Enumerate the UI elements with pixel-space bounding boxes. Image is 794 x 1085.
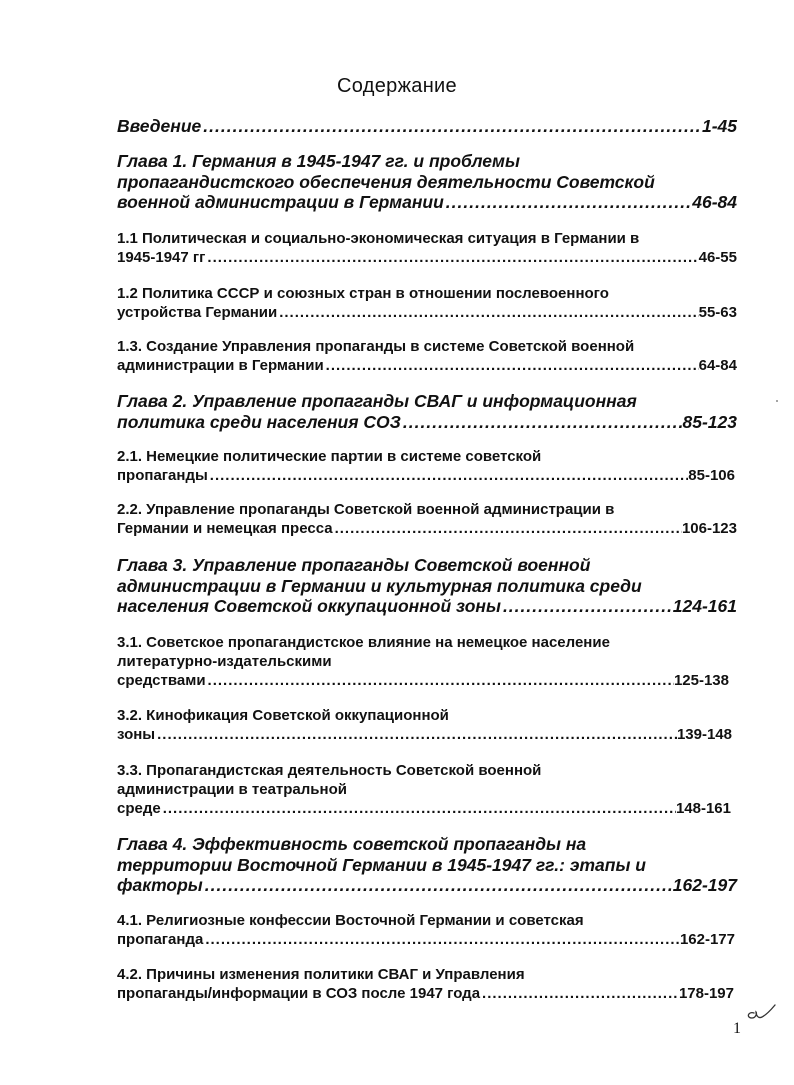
toc-line: [117, 412, 737, 433]
entry-pages: 124-161: [672, 596, 737, 616]
entry-pages: 125-138: [673, 672, 729, 689]
entry-title: администрации в Германии: [117, 357, 324, 374]
entry-pages: 162-177: [679, 931, 735, 948]
toc-line: [117, 875, 737, 896]
entry-pages: 85-123: [682, 411, 737, 432]
toc-line: [117, 984, 734, 1003]
toc-line: [117, 725, 732, 744]
toc-line: Глава 4. Эффективность советской пропаганды на: [117, 834, 587, 854]
page-title: Содержание: [337, 75, 457, 97]
toc-line: [117, 192, 737, 213]
entry-title: зоны: [117, 726, 156, 743]
toc-line: администрации в Германии и культурная политика среди: [117, 575, 642, 596]
scan-speck: [776, 400, 778, 402]
entry-title: пропаганды/информации в СОЗ после 1947 года: [117, 985, 481, 1002]
entry-title: Германии и немецкая пресса: [117, 520, 333, 537]
toc-line: 4.2. Причины изменения политики СВАГ и Управления: [117, 966, 525, 983]
entry-pages: 64-84: [698, 357, 737, 374]
toc-line: [117, 799, 731, 818]
toc-section-2-1: [117, 447, 737, 485]
toc-intro: [117, 116, 737, 137]
toc-line: администрации в театральной: [117, 781, 347, 798]
toc-line: 1.3. Создание Управления пропаганды в системе Советской военной: [117, 338, 635, 355]
toc-chapter-3: [117, 555, 737, 617]
toc-line: 1.2 Политика СССР и союзных стран в отношении послевоенного: [117, 285, 609, 302]
entry-pages: 106-123: [681, 520, 737, 537]
toc-line: [117, 466, 737, 485]
entry-title: устройства Германии: [117, 304, 278, 321]
toc-line: 2.2. Управление пропаганды Советской военной администрации в: [117, 501, 615, 518]
entry-pages: 85-106: [688, 467, 735, 484]
toc-line: [117, 671, 729, 690]
toc-line: территории Восточной Германии в 1945-1947 гг.: этапы и: [117, 854, 646, 875]
toc-line: [117, 303, 737, 322]
entry-pages: 178-197: [678, 985, 734, 1002]
toc-section-3-1: [117, 633, 737, 690]
toc-section-4-1: [117, 911, 737, 949]
entry-title: населения Советской оккупационной зоны: [117, 596, 501, 616]
toc-line: [117, 356, 737, 375]
entry-pages: 162-197: [672, 875, 737, 895]
toc-section-2-2: [117, 500, 737, 538]
toc-line: Глава 2. Управление пропаганды СВАГ и информационная: [117, 391, 637, 411]
page-number: 1: [733, 1020, 741, 1037]
toc-chapter-4: [117, 834, 737, 896]
toc-line: [117, 519, 737, 538]
toc-line: 4.1. Религиозные конфессии Восточной Германии и советская: [117, 912, 584, 929]
toc-chapter-1: [117, 151, 737, 213]
toc-section-4-2: [117, 965, 737, 1003]
toc-chapter-2: [117, 391, 737, 432]
toc-line: 3.3. Пропагандистская деятельность Советской военной: [117, 762, 542, 779]
toc-line: Глава 1. Германия в 1945-1947 гг. и проблемы: [117, 151, 520, 171]
entry-title: Введение: [117, 116, 202, 136]
toc-section-1-2: [117, 284, 737, 322]
entry-pages: 46-84: [692, 192, 737, 212]
handwritten-mark: [742, 1001, 776, 1021]
toc-line: [117, 596, 737, 617]
toc-line: 3.1. Советское пропагандистское влияние на немецкое население: [117, 634, 610, 651]
toc-line: [117, 930, 735, 949]
toc-line: 1.1 Политическая и социально-экономическая ситуация в Германии в: [117, 230, 640, 247]
entry-title: военной администрации в Германии: [117, 192, 444, 212]
entry-title: пропаганда: [117, 931, 204, 948]
entry-title: пропаганды: [117, 467, 208, 484]
entry-title: политика среди населения СОЗ: [117, 411, 401, 432]
toc-line: [117, 116, 737, 137]
entry-pages: 46-55: [698, 249, 737, 266]
entry-pages: 139-148: [676, 726, 732, 743]
toc-section-1-1: [117, 229, 737, 267]
entry-title: 1945-1947 гг: [117, 249, 206, 266]
entry-title: средствами: [117, 672, 206, 689]
toc-section-1-3: [117, 337, 737, 375]
entry-pages: 55-63: [698, 304, 737, 321]
entry-pages: 1-45: [701, 116, 737, 136]
entry-title: среде: [117, 800, 161, 817]
entry-pages: 148-161: [675, 800, 731, 817]
toc-line: 2.1. Немецкие политические партии в системе советской: [117, 448, 542, 465]
toc-section-3-3: [117, 761, 737, 818]
toc-line: [117, 248, 737, 267]
toc-line: 3.2. Кинофикация Советской оккупационной: [117, 707, 449, 724]
toc-line: литературно-издательскими: [117, 653, 332, 670]
toc-line: Глава 3. Управление пропаганды Советской военной: [117, 555, 591, 575]
toc-line: пропагандистского обеспечения деятельности Советской: [117, 171, 655, 192]
entry-title: факторы: [117, 875, 203, 895]
toc-section-3-2: [117, 706, 737, 744]
